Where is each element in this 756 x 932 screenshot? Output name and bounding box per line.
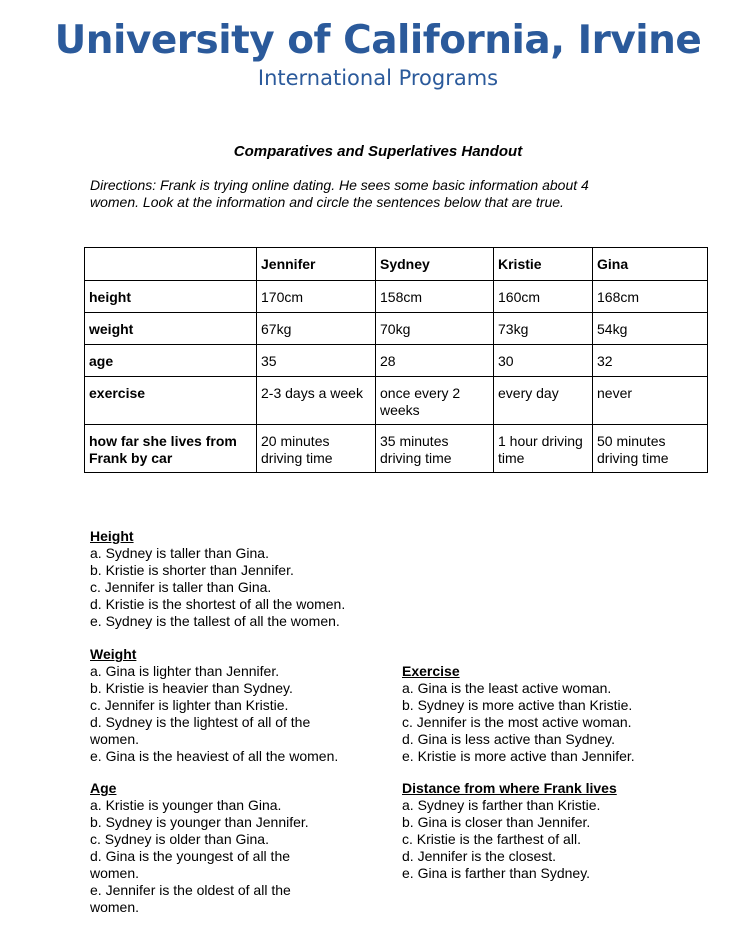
statement[interactable]: e. Kristie is more active than Jennifer.: [402, 748, 635, 764]
cell: every day: [494, 377, 593, 425]
statement[interactable]: c. Jennifer is the most active woman.: [402, 714, 632, 730]
table-row: [85, 313, 708, 345]
university-logo-title: University of California, Irvine: [54, 18, 702, 63]
section-heading: Age: [90, 780, 117, 796]
header-cell: Jennifer: [257, 248, 376, 281]
cell: 67kg: [257, 313, 376, 345]
cell: 20 minutes driving time: [257, 425, 376, 473]
table-header-row: [85, 248, 708, 281]
section-heading: Distance from where Frank lives: [402, 780, 617, 796]
header-cell: Kristie: [494, 248, 593, 281]
statement[interactable]: b. Gina is closer than Jennifer.: [402, 814, 591, 830]
statement[interactable]: b. Kristie is heavier than Sydney.: [90, 680, 293, 696]
cell: 30: [494, 345, 593, 377]
statement[interactable]: a. Gina is lighter than Jennifer.: [90, 663, 280, 679]
table-row: [85, 425, 708, 473]
section-heading: Exercise: [402, 663, 460, 679]
statement[interactable]: d. Sydney is the lightest of all of the women.: [90, 714, 311, 747]
row-label: weight: [85, 313, 257, 345]
height-section: [90, 528, 380, 630]
statement[interactable]: d. Jennifer is the closest.: [402, 848, 557, 864]
statement[interactable]: d. Gina is the youngest of all the women.: [90, 848, 291, 881]
statement[interactable]: a. Sydney is farther than Kristie.: [402, 797, 601, 813]
row-label: age: [85, 345, 257, 377]
table-row: [85, 377, 708, 425]
cell: 1 hour driving time: [494, 425, 593, 473]
statement[interactable]: e. Sydney is the tallest of all the women.: [90, 613, 340, 629]
row-label: how far she lives from Frank by car: [85, 425, 257, 473]
statement[interactable]: a. Gina is the least active woman.: [402, 680, 612, 696]
info-table: [84, 247, 708, 473]
table-row: [85, 281, 708, 313]
statement[interactable]: e. Gina is farther than Sydney.: [402, 865, 591, 881]
weight-section: [90, 646, 355, 765]
cell: 160cm: [494, 281, 593, 313]
statement[interactable]: d. Kristie is the shortest of all the women.: [90, 596, 346, 612]
statement[interactable]: c. Jennifer is taller than Gina.: [90, 579, 272, 595]
section-heading: Height: [90, 528, 134, 544]
statement[interactable]: e. Jennifer is the oldest of all the women.: [90, 882, 291, 915]
statement[interactable]: b. Sydney is more active than Kristie.: [402, 697, 633, 713]
cell: 50 minutes driving time: [593, 425, 708, 473]
cell: 28: [376, 345, 494, 377]
statement[interactable]: a. Kristie is younger than Gina.: [90, 797, 282, 813]
directions: Directions: Frank is trying online dating. He sees some basic information about 4 women. Look at the information and circle the sentences below that are true.: [90, 177, 589, 210]
statement[interactable]: c. Sydney is older than Gina.: [90, 831, 269, 847]
exercise-section: [402, 663, 702, 765]
cell: never: [593, 377, 708, 425]
statement[interactable]: b. Kristie is shorter than Jennifer.: [90, 562, 294, 578]
cell: 73kg: [494, 313, 593, 345]
statement[interactable]: c. Kristie is the farthest of all.: [402, 831, 581, 847]
statement[interactable]: b. Sydney is younger than Jennifer.: [90, 814, 309, 830]
header-cell: Sydney: [376, 248, 494, 281]
row-label: exercise: [85, 377, 257, 425]
row-label: height: [85, 281, 257, 313]
statement[interactable]: a. Sydney is taller than Gina.: [90, 545, 269, 561]
section-heading: Weight: [90, 646, 137, 662]
statement[interactable]: d. Gina is less active than Sydney.: [402, 731, 615, 747]
cell: 2-3 days a week: [257, 377, 376, 425]
distance-section: [402, 780, 702, 882]
statement[interactable]: c. Jennifer is lighter than Kristie.: [90, 697, 289, 713]
program-subtitle: International Programs: [257, 66, 499, 90]
cell: 168cm: [593, 281, 708, 313]
header-cell: Gina: [593, 248, 708, 281]
cell: 170cm: [257, 281, 376, 313]
page-title: Comparatives and Superlatives Handout: [233, 143, 523, 160]
table-row: [85, 345, 708, 377]
cell: 158cm: [376, 281, 494, 313]
cell: 35: [257, 345, 376, 377]
header-cell: [85, 248, 257, 281]
cell: 32: [593, 345, 708, 377]
cell: 70kg: [376, 313, 494, 345]
statement[interactable]: e. Gina is the heaviest of all the women.: [90, 748, 339, 764]
cell: 54kg: [593, 313, 708, 345]
cell: once every 2 weeks: [376, 377, 494, 425]
age-section: [90, 780, 315, 916]
cell: 35 minutes driving time: [376, 425, 494, 473]
